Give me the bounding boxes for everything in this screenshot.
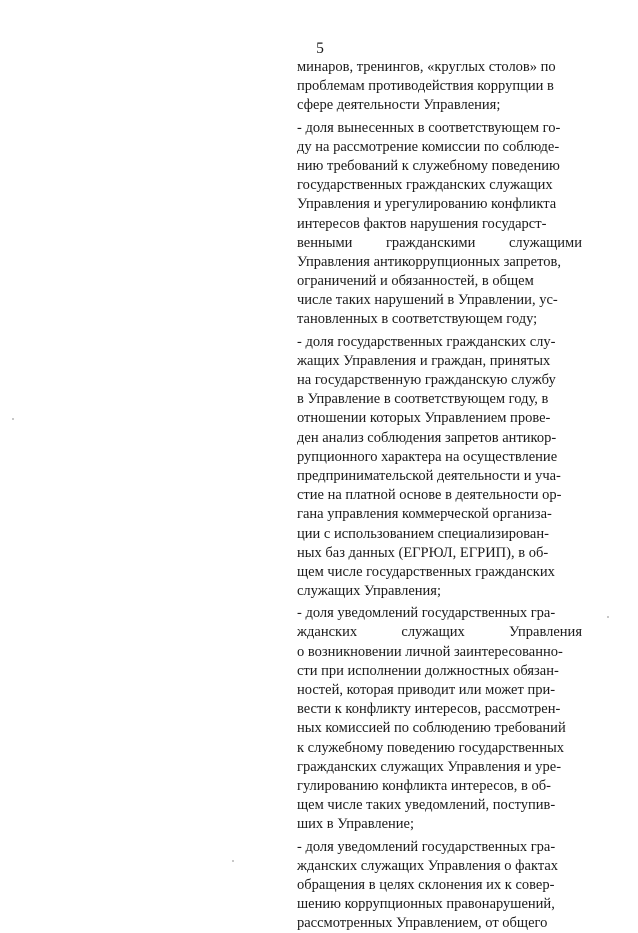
text-line: отношении которых Управлением прове-	[297, 410, 551, 427]
text-line: ду на рассмотрение комиссии по соблюде-	[297, 138, 560, 155]
text-line: обращения в целях склонения их к совер-	[297, 876, 555, 893]
text-line: вести к конфликту интересов, рассмотрен-	[297, 701, 561, 718]
text-line: минаров, тренингов, «круглых столов» по	[297, 59, 556, 75]
text-line: рупционного характера на осуществление	[297, 448, 558, 465]
text-line: жащих Управления и граждан, принятых	[297, 352, 551, 369]
text-line: ден анализ соблюдения запретов антикор-	[297, 429, 557, 446]
text-line: ции с использованием специализирован-	[297, 525, 549, 542]
text-line: - доля уведомлений государственных гра-	[297, 605, 556, 622]
text-line: предпринимательской деятельности и уча-	[297, 467, 561, 484]
text-line: гражданских служащих Управления и уре-	[297, 758, 562, 775]
text-line: нию требований к служебному поведению	[297, 157, 560, 174]
text-line: гана управления коммерческой организа-	[297, 506, 552, 523]
text-line: ных баз данных (ЕГРЮЛ, ЕГРИП), в об-	[297, 544, 549, 561]
text-line: в Управление в соответствующем году, в	[297, 391, 549, 408]
text-line: ностей, которая приводит или может при-	[297, 682, 556, 698]
text-line: ограничений и обязанностей, в общем	[297, 273, 534, 290]
page-number: 5	[316, 40, 324, 57]
text-line: числе таких нарушений в Управлении, ус-	[297, 292, 558, 309]
text-line: ших в Управление;	[297, 816, 415, 833]
text-line: жданских служащих Управления о фактах	[297, 857, 559, 874]
scan-speck	[607, 616, 609, 618]
text-line: рассмотренных Управлением, от общего	[297, 915, 548, 932]
text-line: венными гражданскими служащими	[297, 234, 582, 251]
text-line: тановленных в соответствующем году;	[297, 311, 538, 328]
text-line: стие на платной основе в деятельности ор-	[297, 487, 562, 504]
text-line: о возникновении личной заинтересованно-	[297, 643, 563, 660]
text-line: щем числе государственных гражданских	[297, 563, 555, 580]
scan-speck	[232, 860, 234, 862]
body-text	[297, 58, 582, 933]
text-line: - доля уведомлений государственных гра-	[297, 838, 556, 855]
text-line: Управления антикоррупционных запретов,	[297, 253, 561, 270]
text-line: на государственную гражданскую службу	[297, 372, 556, 388]
text-line: проблемам противодействия коррупции в	[297, 78, 554, 95]
text-line: интересов фактов нарушения государст-	[297, 215, 547, 232]
text-line: государственных гражданских служащих	[297, 177, 553, 194]
text-line: Управления и урегулированию конфликта	[297, 196, 557, 213]
text-line: гулированию конфликта интересов, в об-	[297, 777, 551, 794]
text-line: ных комиссией по соблюдению требований	[297, 720, 566, 737]
text-line: - доля государственных гражданских слу-	[297, 333, 556, 350]
text-line: к служебному поведению государственных	[297, 739, 564, 756]
text-line: сти при исполнении должностных обязан-	[297, 662, 559, 679]
text-line: жданских служащих Управления	[297, 624, 582, 641]
scan-speck	[12, 418, 14, 420]
text-line: щем числе таких уведомлений, поступив-	[297, 797, 556, 814]
text-line: служащих Управления;	[297, 583, 441, 600]
text-line: сфере деятельности Управления;	[297, 97, 501, 114]
text-line: - доля вынесенных в соответствующем го-	[297, 119, 561, 136]
text-line: шению коррупционных правонарушений,	[297, 896, 555, 913]
